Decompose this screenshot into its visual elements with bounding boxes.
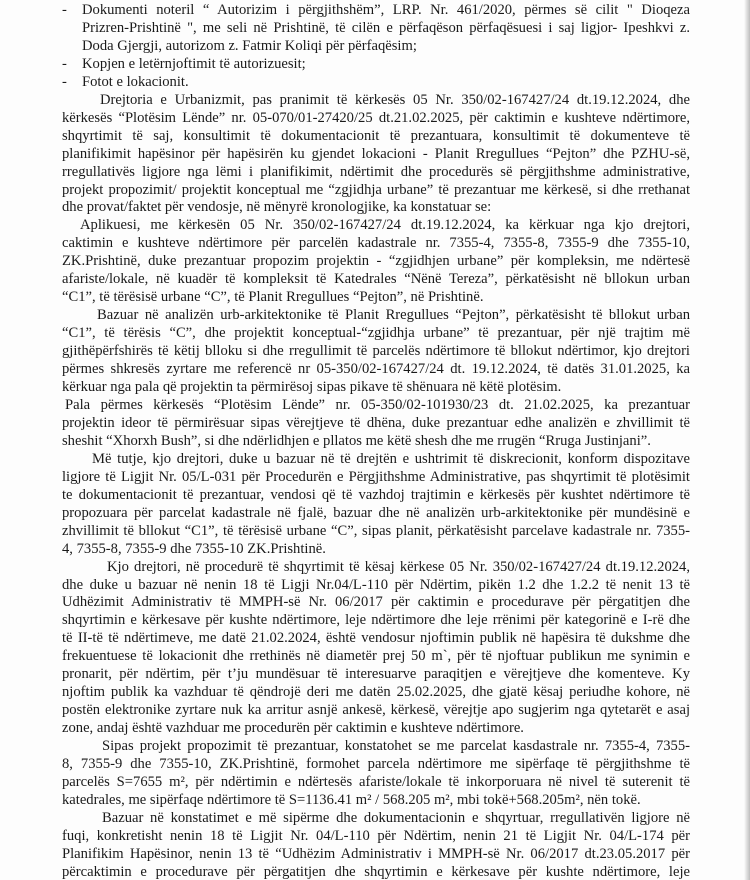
paragraph (62, 397, 690, 451)
text-line: 4, 7355-8, 7355-9 dhe 7355-10 ZK.Prishtinë. (62, 540, 326, 557)
bullet-dash: - (62, 55, 67, 72)
text-line: rregullativës ligjore nga lëmi i planifikimit, ndërtimit dhe procedurës së përgjithshme administrative, (62, 163, 690, 180)
text-line: te dokumentacionit të prezantuar, vendosi që të vazhdoj trajtimin e kërkesës për kushtet ndërtimore të (62, 486, 690, 503)
text-line: 8, 7355-9 dhe 7355-10, ZK.Prishtinë, formohet parcela ndërtimore me sipërfaqe të përgjithshme të (62, 756, 690, 773)
attachment-item (62, 74, 690, 92)
paragraph (62, 307, 690, 397)
text-line: katedrales, me sipërfaqe ndërtimore të S=1136.41 m² / 568.205 m², mbi tokë+568.205m², nën tokë. (62, 791, 641, 808)
bullet-dash: - (62, 2, 67, 18)
text-line: përmes shkresës zyrtare me referencë nr 05-350/02-167427/24 dt. 19.12.2024, të datës 31.01.2025, ka (62, 361, 690, 378)
text-line: Aplikuesi, me kërkesën 05 Nr. 350/02-167427/24 dt.19.12.2024, ka kërkuar nga kjo drejtori, (80, 217, 690, 234)
paragraph (62, 559, 690, 739)
text-line: kërkuar nga pala që projektin ta përmirësoj sipas pikave të shënuara në këtë plotësim. (62, 379, 562, 396)
paragraph (62, 92, 690, 218)
text-line: Drejtoria e Urbanizmit, pas pranimit të kërkesës 05 Nr. 350/02-167427/24 dt.19.12.2024, dhe (100, 91, 690, 108)
text-line: fuqi, konkretisht nenin 18 të Ligjit Nr. 04/L-110 për Ndërtim, nenin 21 të Ligjit Nr. 04/L-174 për (62, 827, 690, 844)
text-line: afariste/lokale, në kuadër të kompleksit të Katedrales “Nënë Tereza”, përkatësisht në bllokun urban (62, 271, 690, 288)
paragraph (62, 738, 690, 810)
text-line: ZK.Prishtinë, duke prezantuar propozim projektin - “zgjidhjen urbane” për kompleksin, me ndërtesë (62, 253, 690, 270)
text-line: projekt propozimit/ projektit konceptual me “zgjidhja urbane” të prezantuar me kërkesë, si dhe rrethanat (62, 181, 690, 198)
text-line: parcelës S=7655 m², për ndërtimin e ndërtesës afariste/lokale të inkorporuara në nivel të suterenit të (62, 773, 690, 790)
text-line: kërkesës “Plotësim Lënde” nr. 05-070/01-27420/25 dt.21.02.2025, për caktimin e kushteve ndërtimore, (62, 109, 690, 126)
text-line: Sipas projekt propozimit të prezantuar, konstatohet se me parcelat kasdastrale nr. 7355-4, 7355- (102, 738, 690, 755)
text-line: Pala përmes kërkesës “Plotësim Lënde” nr. 05-350/02-101930/23 dt. 21.02.2025, ka prezantuar (65, 396, 690, 413)
text-line: “C1”, të tërësisë urbane “C”, të Planit Rregullues “Pejton”, në Prishtinë. (62, 289, 484, 306)
text-line: shqyrtimin e kërkesave për kushte ndërtimore, leje ndërtimore dhe leje rrënimi për kategorinë e I-rë dhe (62, 612, 690, 629)
text-line: projektin ideor të përmirësuar sipas vërejtjeve të dhëna, duke prezantuar edhe analizën e zhvillimit të (62, 414, 690, 431)
text-line: Dokumenti noteril “ Autorizim i përgjithshëm”, LRP. Nr. 461/2020, përmes së cilit " Dioqeza (82, 2, 690, 18)
text-line: Bazuar në konstatimet e më sipërme dhe dokumentacionin e shqyrtuar, rregullativën ligjore në (102, 809, 690, 826)
text-line: frekuentuese të lokacionit dhe rrethinës në diametër prej 50 m`, për të njoftuar publikun me synimin e (62, 648, 690, 665)
text-line: postën elektronike zyrtare nuk ka arritur asnjë ankesë, kërkesë, vërejtje apo sugjerim nga qytetarët e asaj (62, 702, 690, 719)
text-line: Doda Gjergji, autorizom z. Fatmir Koliqi për përfaqësim; (82, 37, 417, 54)
text-line: Kjo drejtori, në procedurë të shqyrtimit të kësaj kërkese 05 Nr. 350/02-167427/24 dt.19.12.2024, (107, 558, 690, 575)
text-line: Bazuar në analizën urb-arkitektonike të Planit Rregullues “Pejton”, përkatësisht të bllokut urban (97, 307, 690, 324)
text-line: dhe duke u bazuar në nenin 18 të Ligji Nr.04/L-110 për Ndërtim, pikën 1.2 dhe 1.2.2 të nenit 13 të (62, 576, 690, 593)
text-line: shqyrtimit të saj, konsultimit të dokumentacionit të prezantuara, konsultimit të dokumenteve të (62, 127, 690, 144)
text-line: ligjore të Ligjit Nr. 05/L-031 për Procedurën e Përgjithshme Administrative, pas shqyrtimit të plotësimit (62, 468, 690, 485)
text-line: Planifikim Hapësinor, nenin 13 të “Udhëzim Administrativ i MMPH-së Nr. 06/2017 dt.23.05.2017 për (62, 845, 690, 862)
bullet-dash: - (62, 73, 67, 90)
text-line: Prizren-Prishtinë ", me seli në Prishtinë, të cilën e përfaqëson përfaqësuesi i saj ligjor- Ipeshkvi z. (82, 19, 690, 36)
text-line: pronarit, për ndërtim, për t’ju mundësuar të interesuarve paraqitjen e vërejtjeve dhe komenteve. Ky (62, 666, 690, 683)
text-line: “C1”, të tërësis “C”, dhe projektit konceptual-“zgjidhja urbane” të prezantuar, për një trajtim më (62, 325, 690, 342)
text-line: Më tutje, kjo drejtori, duke u bazuar në të drejtën e ushtrimit të diskrecionit, konform dispozitave (92, 450, 690, 467)
paragraph (62, 451, 690, 559)
paragraph (62, 217, 690, 307)
text-line: caktimin e kushteve ndërtimore për parcelën kadastrale nr. 7355-4, 7355-8, 7355-9 dhe 7355-10, (62, 235, 690, 252)
text-line: propozuara për parcelat kadastrale në fjalë, bazuar dhe në analizën urb-arkitektonike për mundësinë e (62, 504, 690, 521)
text-line: dhe provat/faktet për vendosje, në mënyrë kronologjike, ka konstatuar se: (62, 199, 492, 216)
text-line: Fotot e lokacionit. (82, 73, 189, 90)
text-line: zone, andaj është vazhduar me procedurën për caktimin e kushteve ndërtimore. (62, 720, 524, 737)
attachment-item (62, 2, 690, 56)
text-line: Kopjen e letërnjoftimit të autorizuesit; (82, 55, 306, 72)
text-line: sheshit “Xhorxh Bush”, si dhe ndërlidhjen e pllatos me këtë shesh dhe me rrugën “Rruga Justinjani”. (62, 432, 651, 449)
text-line: të II-të të ndërtimeve, me datë 21.02.2024, është vendosur njoftimin publik në hapësira të dukshme dhe (62, 630, 690, 647)
text-line: përcaktimin e procedurave për përgatitjen dhe shqyrtimin e kërkesave për kushte ndërtimore, leje (62, 863, 690, 880)
paragraph (62, 810, 690, 880)
text-line: zhvillimit të bllokut “C1”, të tërësisë urbane “C”, sipas planit, përkatësisht parcelave kadastrale nr. 7355- (62, 522, 690, 539)
text-line: njoftim publik ka vazhduar të qëndrojë deri me datën 25.02.2025, dhe gjatë kësaj periudhe kohore, në (62, 684, 690, 701)
text-line: Udhëzimit Administrativ të MMPH-së Nr. 06/2017 për caktimin e procedurave për përgatitjen dhe (62, 594, 690, 611)
text-line: gjithëpërfshirës të këtij blloku si dhe rregullimit të parcelës ndërtimore të bllokut ndërtimor, kjo drejtori (62, 343, 690, 360)
document-body (62, 2, 690, 880)
attachment-item (62, 56, 690, 74)
text-line: planifikimit hapësinor për hapësirën ku gjendet lokacioni - Planit Rregullues “Pejton” dhe PZHU-së, (62, 145, 690, 162)
